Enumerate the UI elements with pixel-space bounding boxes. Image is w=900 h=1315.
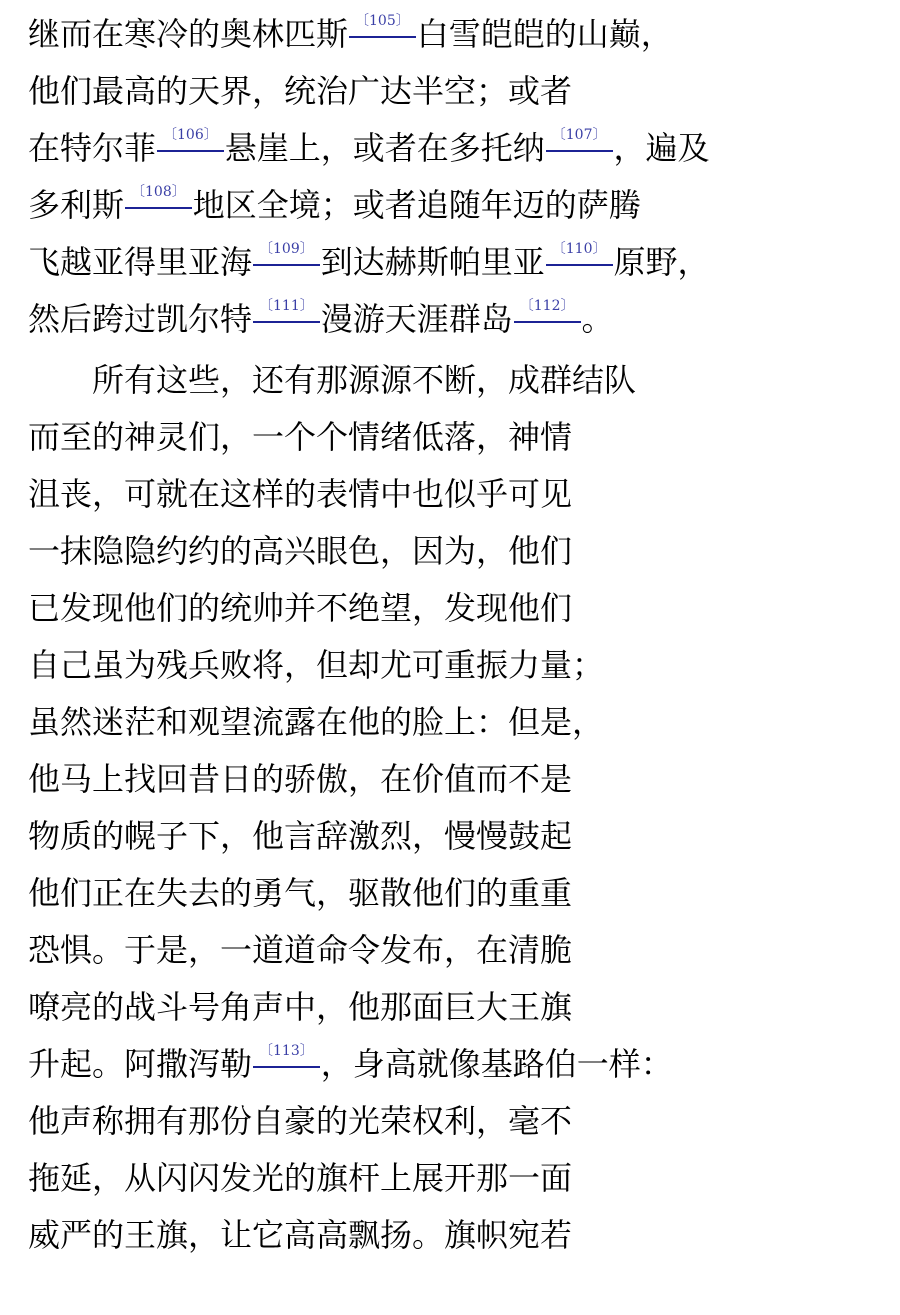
- text-segment: 已发现他们的统帅并不绝望，发现他们: [28, 589, 573, 627]
- text-segment: 而至的神灵们，一个个情绪低落，神情: [28, 418, 573, 456]
- text-segment: 原野，: [613, 243, 710, 281]
- text-segment: 他马上找回昔日的骄傲，在价值而不是: [28, 760, 573, 798]
- text-segment: 在特尔菲: [28, 129, 157, 167]
- text-line: [28, 128, 710, 168]
- footnote-ref[interactable]: 〔106〕: [157, 128, 224, 142]
- text-segment: 所有这些，还有那源源不断，成群结队: [28, 361, 637, 399]
- footnote-ref[interactable]: 〔105〕: [349, 14, 416, 28]
- text-line: [28, 1044, 673, 1084]
- footnote-ref[interactable]: 〔107〕: [546, 128, 613, 142]
- text-segment: ，身高就像基路伯一样：: [320, 1045, 673, 1083]
- text-segment: 嘹亮的战斗号角声中，他那面巨大王旗: [28, 988, 573, 1026]
- text-segment: ，遍及: [613, 129, 710, 167]
- text-segment: 恐惧。于是，一道道命令发布，在清脆: [28, 931, 573, 969]
- text-line: [28, 474, 572, 514]
- text-segment: 物质的幌子下，他言辞激烈，慢慢鼓起: [28, 817, 573, 855]
- footnote-ref[interactable]: 〔113〕: [253, 1044, 320, 1058]
- text-segment: 多利斯: [28, 186, 125, 224]
- text-line: [28, 588, 572, 628]
- text-line: [28, 14, 673, 54]
- text-line: [28, 816, 572, 856]
- text-line: [28, 360, 636, 400]
- text-segment: 他们正在失去的勇气，驱散他们的重重: [28, 874, 573, 912]
- footnote-ref[interactable]: 〔108〕: [125, 185, 192, 199]
- text-segment: 升起。阿撒泻勒: [28, 1045, 253, 1083]
- text-line: [28, 930, 572, 970]
- text-line: [28, 185, 641, 225]
- text-line: [28, 873, 572, 913]
- text-line: [28, 759, 572, 799]
- text-segment: 白雪皑皑的山巅，: [416, 15, 673, 53]
- text-segment: 。: [581, 300, 614, 338]
- text-segment: 威严的王旗，让它高高飘扬。旗帜宛若: [28, 1216, 573, 1254]
- text-line: [28, 242, 710, 282]
- footnote-ref[interactable]: 〔111〕: [253, 299, 320, 313]
- text-line: [28, 987, 572, 1027]
- text-line: [28, 531, 572, 571]
- text-segment: 悬崖上，或者在多托纳: [224, 129, 545, 167]
- text-segment: 一抹隐隐约约的高兴眼色，因为，他们: [28, 532, 573, 570]
- text-segment: 继而在寒冷的奥林匹斯: [28, 15, 349, 53]
- text-segment: 飞越亚得里亚海: [28, 243, 253, 281]
- footnote-ref[interactable]: 〔109〕: [253, 242, 320, 256]
- text-line: [28, 299, 614, 339]
- text-segment: 他声称拥有那份自豪的光荣权利，毫不: [28, 1102, 573, 1140]
- footnote-ref[interactable]: 〔112〕: [514, 299, 581, 313]
- text-line: [28, 417, 572, 457]
- text-line: [28, 71, 572, 111]
- text-segment: 虽然迷茫和观望流露在他的脸上：但是，: [28, 703, 605, 741]
- text-segment: 他们最高的天界，统治广达半空；或者: [28, 72, 573, 110]
- text-segment: 自己虽为残兵败将，但却尤可重振力量；: [28, 646, 605, 684]
- text-line: [28, 645, 604, 685]
- text-segment: 沮丧，可就在这样的表情中也似乎可见: [28, 475, 573, 513]
- text-segment: 拖延，从闪闪发光的旗杆上展开那一面: [28, 1159, 573, 1197]
- text-line: [28, 1158, 572, 1198]
- text-segment: 到达赫斯帕里亚: [320, 243, 545, 281]
- text-segment: 地区全境；或者追随年迈的萨腾: [192, 186, 641, 224]
- text-line: [28, 1215, 572, 1255]
- text-segment: 然后跨过凯尔特: [28, 300, 253, 338]
- text-line: [28, 702, 604, 742]
- text-line: [28, 1101, 572, 1141]
- text-segment: 漫游天涯群岛: [320, 300, 513, 338]
- footnote-ref[interactable]: 〔110〕: [546, 242, 613, 256]
